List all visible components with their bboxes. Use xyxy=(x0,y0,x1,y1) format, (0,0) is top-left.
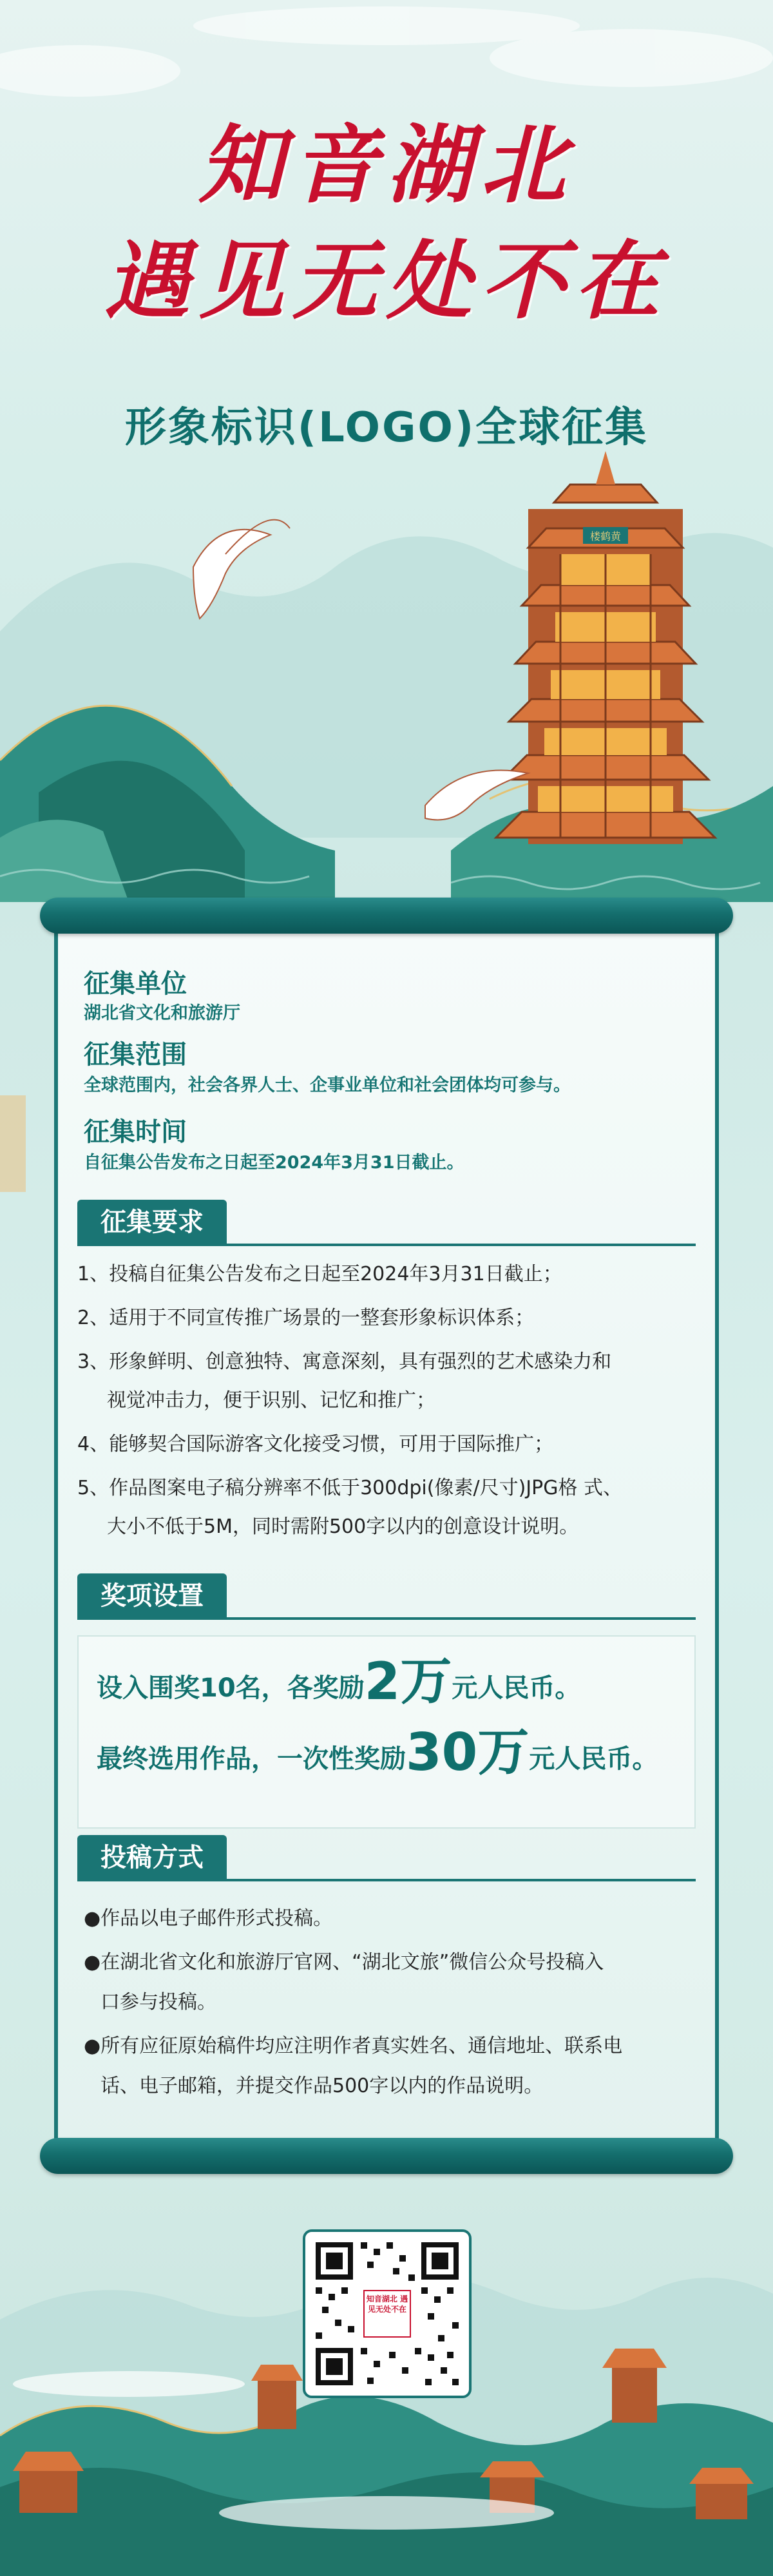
unit-value: 湖北省文化和旅游厅 xyxy=(84,1003,240,1023)
submission-item: 口参与投稿。 xyxy=(100,1991,216,2014)
requirement-item: 4、能够契合国际游客文化接受习惯，可用于国际推广； xyxy=(77,1433,554,1456)
award-1-text: 设入围奖10名，各奖励 xyxy=(97,1673,365,1703)
submission-divider xyxy=(77,1879,696,1881)
submission-item: ●在湖北省文化和旅游厅官网、“湖北文旅”微信公众号投稿入 xyxy=(84,1951,604,1974)
time-value: 自征集公告发布之日起至2024年3月31日截止。 xyxy=(84,1153,464,1173)
awards-tag: 奖项设置 xyxy=(77,1573,227,1619)
award-2-amount: 30万 xyxy=(406,1722,530,1782)
tower-illustration xyxy=(496,451,715,844)
award-line-1 xyxy=(97,1649,580,1720)
submission-item: ●作品以电子邮件形式投稿。 xyxy=(84,1907,333,1930)
qr-center-logo: 知音湖北 遇见无处不在 xyxy=(363,2290,411,2338)
award-1-unit: 元人民币。 xyxy=(452,1673,581,1703)
submission-item: ●所有应征原始稿件均应注明作者真实姓名、通信地址、联系电 xyxy=(84,2035,623,2057)
subtitle: 形象标识(LOGO)全球征集 xyxy=(124,404,649,452)
main-title-line1: 知音湖北 xyxy=(198,115,575,215)
scroll-rod-top xyxy=(40,898,733,934)
main-title-line2: 遇见无处不在 xyxy=(104,231,669,331)
qr-code[interactable] xyxy=(303,2229,472,2398)
scroll-rod-bottom xyxy=(40,2138,733,2174)
awards-divider xyxy=(77,1617,696,1620)
award-line-2 xyxy=(97,1720,658,1791)
award-2-unit: 元人民币。 xyxy=(529,1744,658,1774)
unit-label: 征集单位 xyxy=(84,969,187,999)
requirements-divider xyxy=(77,1244,696,1246)
time-label: 征集时间 xyxy=(84,1117,187,1147)
requirement-item: 视觉冲击力，便于识别、记忆和推广； xyxy=(107,1389,435,1412)
scope-value: 全球范围内，社会各界人士、企事业单位和社会团体均可参与。 xyxy=(84,1075,571,1095)
award-1-amount: 2万 xyxy=(364,1651,452,1711)
requirements-tag: 征集要求 xyxy=(77,1200,227,1245)
submission-item: 话、电子邮箱，并提交作品500字以内的作品说明。 xyxy=(100,2075,544,2097)
requirement-item: 1、投稿自征集公告发布之日起至2024年3月31日截止； xyxy=(77,1263,562,1285)
requirement-item: 2、适用于不同宣传推广场景的一整套形象标识体系； xyxy=(77,1307,535,1329)
requirement-item: 大小不低于5M，同时需附500字以内的创意设计说明。 xyxy=(107,1515,579,1538)
scope-label: 征集范围 xyxy=(84,1040,187,1070)
requirement-item: 5、作品图案电子稿分辨率不低于300dpi(像素/尺寸)JPG格 式、 xyxy=(77,1477,623,1499)
tower-sign: 楼鹤黄 xyxy=(589,530,622,543)
requirement-item: 3、形象鲜明、创意独特、寓意深刻，具有强烈的艺术感染力和 xyxy=(77,1350,612,1373)
submission-tag: 投稿方式 xyxy=(77,1835,227,1880)
award-2-text: 最终选用作品，一次性奖励 xyxy=(97,1744,406,1774)
